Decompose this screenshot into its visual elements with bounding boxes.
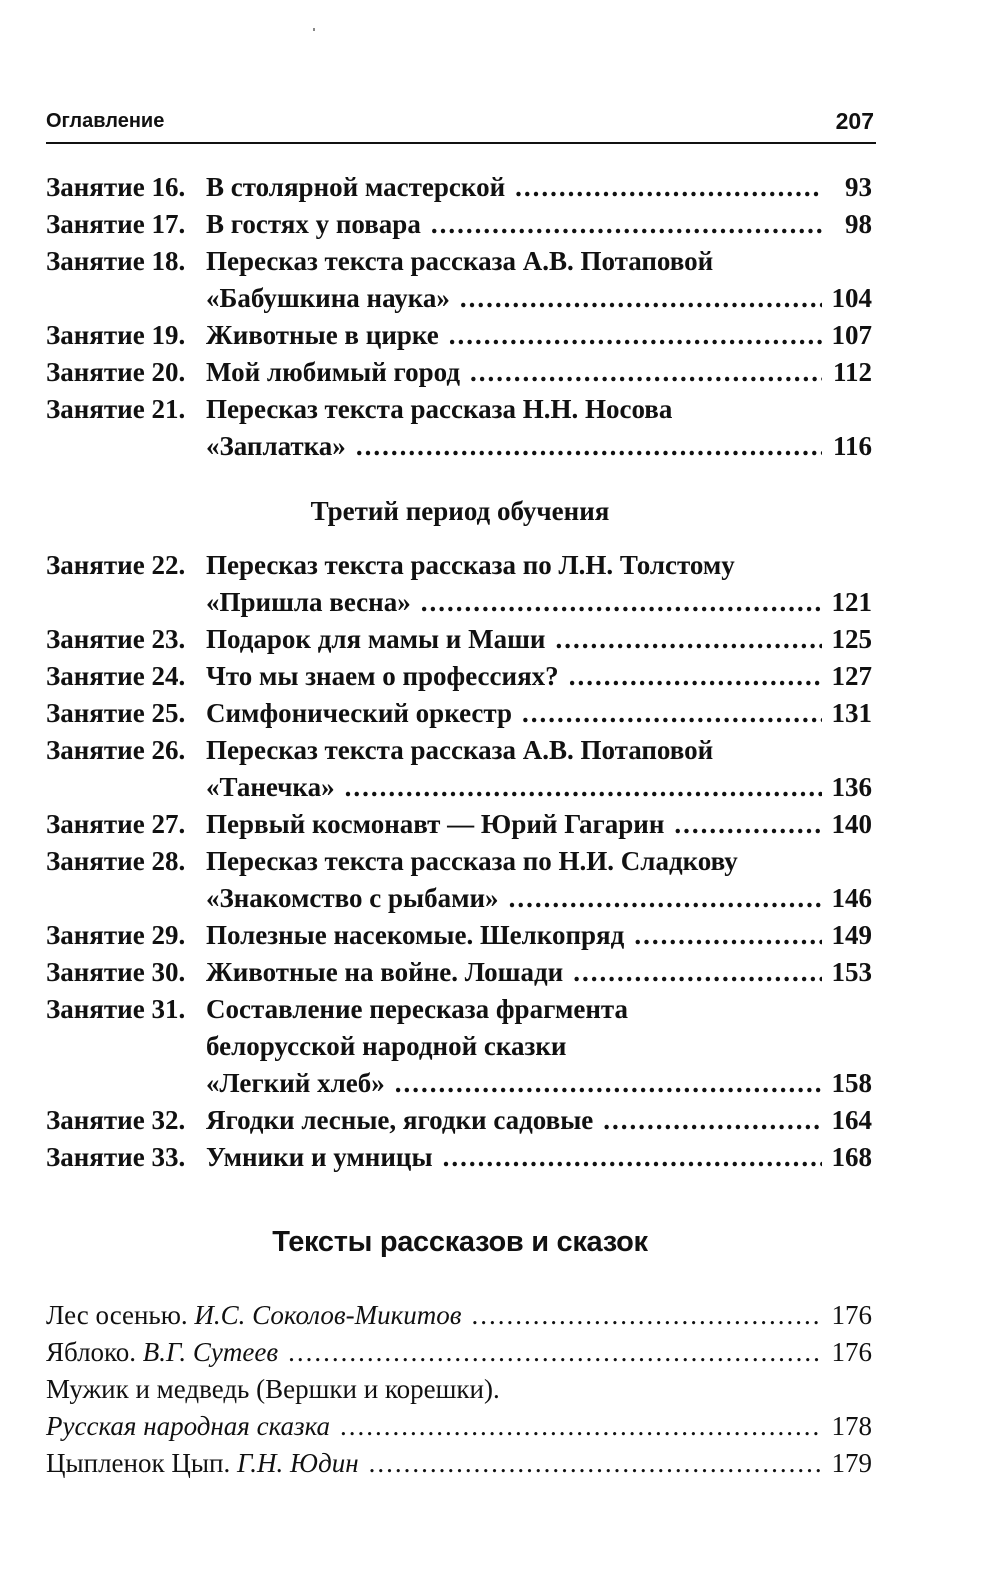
toc-entry-text-4 <box>46 1445 872 1482</box>
page-number: 104 <box>831 283 872 313</box>
section-heading-third-period: Третий период обучения <box>310 496 610 526</box>
lesson-title-cont: «Пришла весна» <box>206 587 411 617</box>
page-number: 179 <box>831 1448 872 1478</box>
lesson-title: Животные на войне. Лошади <box>206 957 564 987</box>
page-number: 153 <box>831 957 872 987</box>
lesson-title: Что мы знаем о профессиях? <box>206 661 559 691</box>
lesson-title-cont: белорусской народной сказки <box>206 1031 567 1061</box>
page-number: 121 <box>831 587 872 617</box>
toc-entry-lesson-32 <box>46 1102 872 1139</box>
toc-entry-lesson-16 <box>46 169 872 206</box>
lesson-label: Занятие 27. <box>46 809 186 839</box>
page-number: 127 <box>831 661 872 691</box>
lesson-label: Занятие 28. <box>46 846 186 876</box>
toc-entry-lesson-21-cont <box>46 428 872 465</box>
dot-leader <box>356 428 822 465</box>
lesson-label: Занятие 17. <box>46 209 186 239</box>
toc-entry-lesson-20 <box>46 354 872 391</box>
dot-leader <box>573 954 822 991</box>
toc-entry-lesson-22 <box>46 547 872 584</box>
toc-entry-lesson-23 <box>46 621 872 658</box>
lesson-title-cont: «Знакомство с рыбами» <box>206 883 499 913</box>
page-number: 140 <box>831 809 872 839</box>
lesson-label: Занятие 16. <box>46 172 186 202</box>
page-number: 149 <box>831 920 872 950</box>
lesson-title: Пересказ текста рассказа А.В. Потаповой <box>206 735 714 765</box>
dot-leader <box>515 169 822 206</box>
lesson-title: Пересказ текста рассказа А.В. Потаповой <box>206 246 714 276</box>
dot-leader <box>431 206 822 243</box>
lesson-title-cont: «Заплатка» <box>206 431 346 461</box>
toc-entry-text-1 <box>46 1297 872 1334</box>
toc-entry-lesson-27 <box>46 806 872 843</box>
lesson-title-cont: «Бабушкина наука» <box>206 283 450 313</box>
toc-entry-text-3-cont <box>46 1408 872 1445</box>
print-speck <box>313 28 315 31</box>
dot-leader <box>634 917 822 954</box>
dot-leader <box>340 1408 822 1445</box>
lesson-label: Занятие 19. <box>46 320 186 350</box>
toc-entry-lesson-28-cont <box>46 880 872 917</box>
lesson-title: Животные в цирке <box>206 320 439 350</box>
lesson-label: Занятие 31. <box>46 994 186 1024</box>
lesson-label: Занятие 33. <box>46 1142 186 1172</box>
page-number: 168 <box>831 1142 872 1172</box>
page-number: 158 <box>831 1068 872 1098</box>
toc-entry-lesson-31 <box>46 991 872 1028</box>
page-number: 116 <box>832 431 872 461</box>
page-number: 112 <box>832 357 872 387</box>
toc-entry-lesson-24 <box>46 658 872 695</box>
dot-leader <box>288 1334 822 1371</box>
lesson-title: В гостях у повара <box>206 209 421 239</box>
page-number: 178 <box>831 1411 872 1441</box>
page-number: 176 <box>831 1337 872 1367</box>
section-heading-texts: Тексты рассказов и сказок <box>272 1226 648 1258</box>
dot-leader <box>395 1065 822 1102</box>
lesson-label: Занятие 25. <box>46 698 186 728</box>
lesson-label: Занятие 20. <box>46 357 186 387</box>
lesson-label: Занятие 26. <box>46 735 186 765</box>
lesson-label: Занятие 22. <box>46 550 186 580</box>
dot-leader <box>369 1445 822 1482</box>
text-title: Лес осенью. <box>46 1300 188 1330</box>
toc-entry-lesson-26 <box>46 732 872 769</box>
lesson-label: Занятие 23. <box>46 624 186 654</box>
text-title: Мужик и медведь (Вершки и корешки). <box>46 1374 500 1404</box>
toc-entry-lesson-29 <box>46 917 872 954</box>
page-number: 176 <box>831 1300 872 1330</box>
dot-leader <box>421 584 822 621</box>
text-author: И.С. Соколов-Микитов <box>194 1300 462 1330</box>
header-title: Оглавление <box>46 110 165 132</box>
lesson-title-cont: «Легкий хлеб» <box>206 1068 385 1098</box>
text-author: В.Г. Сутеев <box>142 1337 279 1367</box>
page-number: 164 <box>831 1105 872 1135</box>
lesson-label: Занятие 21. <box>46 394 186 424</box>
lesson-title: Полезные насекомые. Шелкопряд <box>206 920 625 950</box>
dot-leader <box>603 1102 822 1139</box>
dot-leader <box>471 1297 822 1334</box>
lesson-title: Пересказ текста рассказа по Л.Н. Толстому <box>206 550 735 580</box>
toc-entry-lesson-18-cont <box>46 280 872 317</box>
dot-leader <box>470 354 822 391</box>
toc-entry-lesson-26-cont <box>46 769 872 806</box>
text-title: Цыпленок Цып. <box>46 1448 231 1478</box>
toc-entry-lesson-30 <box>46 954 872 991</box>
page-number: 146 <box>831 883 872 913</box>
header-page-number: 207 <box>835 108 874 134</box>
dot-leader <box>460 280 822 317</box>
lesson-label: Занятие 30. <box>46 957 186 987</box>
page-number: 136 <box>831 772 872 802</box>
page-number: 93 <box>845 172 872 202</box>
lesson-title: Ягодки лесные, ягодки садовые <box>206 1105 594 1135</box>
lesson-title-cont: «Танечка» <box>206 772 335 802</box>
toc-entry-lesson-18 <box>46 243 872 280</box>
lesson-title: Первый космонавт — Юрий Гагарин <box>206 809 665 839</box>
dot-leader <box>569 658 822 695</box>
lesson-label: Занятие 24. <box>46 661 186 691</box>
lesson-title: Мой любимый город <box>206 357 461 387</box>
lesson-title: Подарок для мамы и Маши <box>206 624 546 654</box>
text-author: Г.Н. Юдин <box>236 1448 359 1478</box>
toc-entry-lesson-21 <box>46 391 872 428</box>
toc-entry-lesson-33 <box>46 1139 872 1176</box>
dot-leader <box>509 880 822 917</box>
text-author: Русская народная сказка <box>46 1411 331 1441</box>
toc-entry-lesson-25 <box>46 695 872 732</box>
toc-entry-lesson-31-cont <box>46 1028 872 1065</box>
dot-leader <box>555 621 822 658</box>
page-number: 125 <box>831 624 872 654</box>
running-header <box>46 108 876 144</box>
dot-leader <box>443 1139 822 1176</box>
toc-entry-text-2 <box>46 1334 872 1371</box>
lesson-title: Пересказ текста рассказа Н.Н. Носова <box>206 394 673 424</box>
lesson-title: Пересказ текста рассказа по Н.И. Сладкову <box>206 846 738 876</box>
lesson-label: Занятие 29. <box>46 920 186 950</box>
toc-entry-text-3 <box>46 1371 872 1408</box>
dot-leader <box>449 317 822 354</box>
lesson-title: В столярной мастерской <box>206 172 506 202</box>
page-number: 107 <box>831 320 872 350</box>
lesson-label: Занятие 18. <box>46 246 186 276</box>
page-number: 98 <box>845 209 872 239</box>
lesson-label: Занятие 32. <box>46 1105 186 1135</box>
toc-entry-lesson-31-cont2 <box>46 1065 872 1102</box>
toc-entry-lesson-22-cont <box>46 584 872 621</box>
toc-entry-lesson-28 <box>46 843 872 880</box>
toc-entry-lesson-19 <box>46 317 872 354</box>
dot-leader <box>345 769 822 806</box>
lesson-title: Составление пересказа фрагмента <box>206 994 629 1024</box>
page-number: 131 <box>831 698 872 728</box>
text-title: Яблоко. <box>46 1337 137 1367</box>
dot-leader <box>674 806 822 843</box>
toc-entry-lesson-17 <box>46 206 872 243</box>
dot-leader <box>522 695 822 732</box>
lesson-title: Умники и умницы <box>206 1142 433 1172</box>
lesson-title: Симфонический оркестр <box>206 698 512 728</box>
